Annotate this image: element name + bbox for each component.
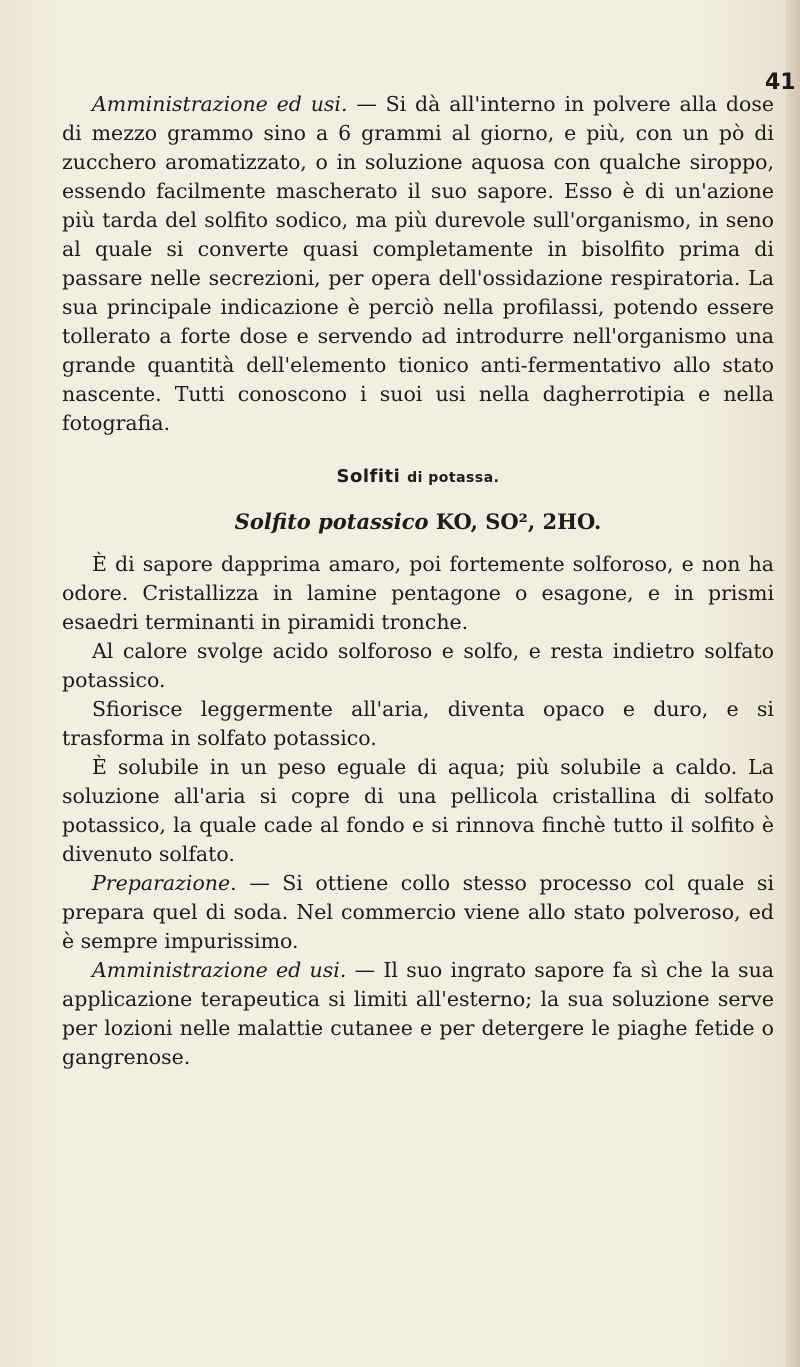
paragraph-text: — Il suo ingrato sapore fa sì che la sua applicazione terapeutica si limiti all'esterno; la sua soluzione serve per lozioni nelle malattie cutanee e per detergere le piaghe fetide o gangrenose. — [62, 958, 774, 1069]
page-body — [62, 90, 774, 1072]
section-heading-first: Solfiti — [336, 466, 401, 487]
paragraph-text: — Si ottiene collo stesso processo col quale si prepara quel di soda. Nel commercio viene allo stato polveroso, ed è sempre impurissimo. — [62, 871, 774, 953]
section-heading-rest: di potassa. — [407, 470, 500, 486]
paragraph-title: Amministrazione ed usi. — [92, 92, 348, 116]
paragraph-title: Preparazione. — [92, 871, 237, 895]
paragraph-preparation — [62, 869, 774, 956]
paragraph-description-3: Sfiorisce leggermente all'aria, diventa opaco e duro, e si trasforma in solfato potassico. — [62, 697, 774, 750]
page-edge — [786, 0, 800, 1367]
paragraph-administration-uses-2 — [62, 956, 774, 1072]
compound-heading — [62, 507, 774, 536]
paragraph-text: — Si dà all'interno in polvere alla dose di mezzo grammo sino a 6 grammi al giorno, e più, con un pò di zucchero aromatizzato, o in soluzione aquosa con qualche siroppo, essendo facilmente mascherato il suo sapore. Esso è di un'azione più tarda del solfito sodico, ma più durevole sull'organismo, in seno al quale si converte quasi completamente in bisolfito prima di passare nelle secrezioni, per opera dell'ossidazione respiratoria. La sua principale indicazione è perciò nella profilassi, potendo essere tollerato a forte dose e servendo ad introdurre nell'organismo una grande quantità dell'elemento tionico anti-fermentativo allo stato nascente. Tutti conoscono i suoi usi nella dagherrotipia e nella fotografia. — [62, 92, 774, 435]
paragraph-administration-uses — [62, 90, 774, 438]
compound-formula: KO, SO², 2HO. — [435, 509, 602, 534]
paragraph-description-2: Al calore svolge acido solforoso e solfo, e resta indietro solfato potassico. — [62, 639, 774, 692]
paragraph-title: Amministrazione ed usi. — [92, 958, 347, 982]
compound-name: Solfito potassico — [234, 509, 429, 534]
section-heading — [62, 462, 774, 493]
paragraph-description-4: È solubile in un peso eguale di aqua; più solubile a caldo. La soluzione all'aria si copre di una pellicola cristallina di solfato potassico, la quale cade al fondo e si rinnova finchè tutto il solfito è divenuto solfato. — [62, 755, 774, 866]
page-number: 41 — [765, 70, 796, 95]
paragraph-description-1: È di sapore dapprima amaro, poi fortemente solforoso, e non ha odore. Cristallizza in lamine pentagone o esagone, e in prismi esaedri terminanti in piramidi tronche. — [62, 552, 774, 634]
